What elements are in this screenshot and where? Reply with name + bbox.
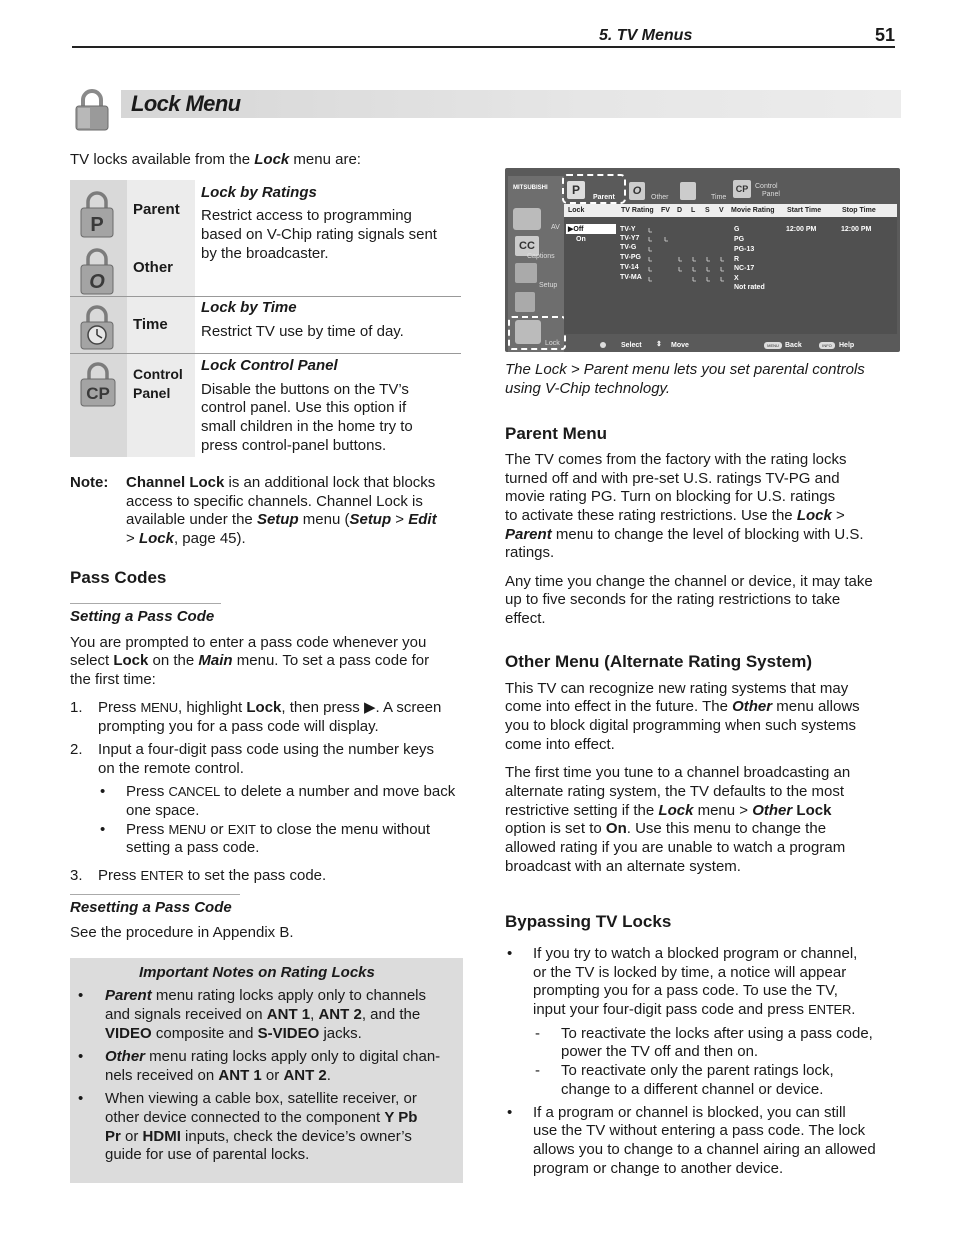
bullet-text: one space. bbox=[126, 802, 200, 819]
parent-menu-text: to activate these rating restrictions. Use the Lock > bbox=[505, 507, 845, 524]
tv-tab: Time bbox=[711, 194, 727, 201]
screenshot-caption: The Lock > Parent menu lets you set parental controls bbox=[505, 361, 865, 378]
bullet: • bbox=[507, 945, 513, 962]
tv-other-icon: O bbox=[629, 182, 645, 200]
tv-col-header: D bbox=[677, 207, 683, 214]
tv-menu-screenshot bbox=[505, 168, 900, 352]
lock-by-ratings-heading: Lock by Ratings bbox=[201, 184, 317, 201]
pass-code-text: the first time: bbox=[70, 671, 156, 688]
bullet: • bbox=[78, 1090, 84, 1107]
step-1-text: prompting you for a pass code will display. bbox=[98, 718, 379, 735]
select-key-icon bbox=[600, 342, 606, 348]
tv-movie-rating: PG bbox=[734, 236, 745, 243]
other-menu-text: option is set to On. Use this menu to change the bbox=[505, 820, 827, 837]
note-bullet-text: VIDEO composite and S-VIDEO jacks. bbox=[105, 1025, 362, 1042]
other-menu-text: This TV can recognize new rating systems that may bbox=[505, 680, 849, 697]
tv-col-header: Start Time bbox=[787, 207, 822, 214]
tv-rating: TV-Y bbox=[620, 226, 636, 233]
tv-rating: TV-PG bbox=[620, 254, 642, 261]
note-line: > Lock, page 45). bbox=[126, 530, 246, 547]
tv-brand: MITSUBISHI bbox=[513, 185, 548, 191]
bypassing-heading: Bypassing TV Locks bbox=[505, 912, 672, 931]
lock-by-ratings-line: by the broadcaster. bbox=[201, 245, 329, 262]
tv-tab: Control bbox=[755, 183, 778, 190]
parent-menu-text: turned off and with pre-set U.S. ratings TV-PG and bbox=[505, 470, 840, 487]
bypass-subtext: To reactivate only the parent ratings lock, bbox=[561, 1062, 834, 1079]
tv-side-item: Lock bbox=[545, 340, 560, 347]
table-divider bbox=[70, 296, 461, 297]
bullet: • bbox=[507, 1104, 513, 1121]
other-menu-text: broadcast with an alternate system. bbox=[505, 858, 741, 875]
pass-code-text: select Lock on the Main menu. To set a pass code for bbox=[70, 652, 430, 669]
note-label: Note: bbox=[70, 474, 109, 491]
page-number: 51 bbox=[875, 25, 896, 45]
subheading-rule bbox=[70, 894, 240, 895]
lock-by-time-text: Restrict TV use by time of day. bbox=[201, 323, 404, 340]
tv-movie-rating: NC-17 bbox=[734, 265, 755, 272]
tv-lock-option: ▶Off bbox=[568, 226, 584, 233]
tv-rating: TV-MA bbox=[620, 274, 642, 281]
pass-code-text: You are prompted to enter a pass code whenever you bbox=[70, 634, 427, 651]
note-bullet-text: Other menu rating locks apply only to digital chan- bbox=[105, 1048, 441, 1065]
bypass-text: or the TV is locked by time, a notice will appear bbox=[533, 964, 847, 981]
step-2-text: Input a four-digit pass code using the number keys bbox=[98, 741, 435, 758]
lock-control-panel-line: small children in the home try to bbox=[201, 418, 413, 435]
lock-by-time-heading: Lock by Time bbox=[201, 299, 297, 316]
tv-cp-icon: CP bbox=[733, 180, 751, 198]
note-bullet-text: Parent menu rating locks apply only to channels bbox=[105, 987, 427, 1004]
tv-side-item: Setup bbox=[539, 282, 558, 289]
move-key-icon: ⇕ bbox=[656, 341, 662, 348]
tv-movie-rating: Not rated bbox=[734, 284, 765, 291]
note-line: access to specific channels. Channel Lock is bbox=[126, 493, 423, 510]
parent-menu-text: up to five seconds for the rating restrictions to take bbox=[505, 591, 841, 608]
tv-side-item: Captions bbox=[527, 253, 555, 260]
bullet-text: Press MENU or EXIT to close the menu without bbox=[126, 821, 431, 838]
parent-menu-text: movie rating PG. Turn on blocking for U.S. ratings bbox=[505, 488, 836, 505]
resetting-pass-code-heading: Resetting a Pass Code bbox=[70, 899, 232, 916]
note-line: available under the Setup menu (Setup > Edit bbox=[126, 511, 437, 528]
note-bullet-text: Pr or HDMI inputs, check the device’s owner’s bbox=[105, 1128, 412, 1145]
step-3-text: Press ENTER to set the pass code. bbox=[98, 867, 327, 884]
bullet-text: Press CANCEL to delete a number and move back bbox=[126, 783, 456, 800]
note-bullet-text: guide for use of parental locks. bbox=[105, 1146, 310, 1163]
lock-by-ratings-line: Restrict access to programming bbox=[201, 207, 412, 224]
tv-col-header: Stop Time bbox=[842, 207, 876, 214]
tv-tab: Panel bbox=[762, 191, 780, 198]
tv-parent-icon: P bbox=[567, 181, 585, 199]
other-menu-text: come into effect in the future. The Other menu allows bbox=[505, 698, 860, 715]
note-bullet-text: and signals received on ANT 1, ANT 2, and the bbox=[105, 1006, 421, 1023]
bypass-subtext: change to a different channel or device. bbox=[561, 1081, 824, 1098]
resetting-text: See the procedure in Appendix B. bbox=[70, 924, 294, 941]
tv-col-header: V bbox=[719, 207, 724, 214]
tv-start-time: 12:00 PM bbox=[786, 226, 817, 233]
parent-menu-text: The TV comes from the factory with the rating locks bbox=[505, 451, 847, 468]
other-menu-text: The first time you tune to a channel broadcasting an bbox=[505, 764, 851, 781]
bullet: • bbox=[100, 783, 106, 800]
note-bullet-text: other device connected to the component Y Pb bbox=[105, 1109, 418, 1126]
running-header-section: 5. TV Menus bbox=[599, 27, 693, 44]
tv-footer: Move bbox=[671, 342, 689, 349]
tv-time-icon bbox=[680, 182, 696, 200]
control-panel-label-2: Panel bbox=[133, 385, 171, 401]
important-notes-heading: Important Notes on Rating Locks bbox=[139, 964, 375, 981]
parent-menu-text: effect. bbox=[505, 610, 546, 627]
step-2-text: on the remote control. bbox=[98, 760, 244, 777]
tv-lock-grid bbox=[645, 225, 735, 285]
setting-pass-code-heading: Setting a Pass Code bbox=[70, 608, 215, 625]
parent-menu-text: ratings. bbox=[505, 544, 555, 561]
note-line: Channel Lock is an additional lock that blocks bbox=[126, 474, 436, 491]
padlock-icon bbox=[74, 88, 110, 132]
bypass-text: program or change to another device. bbox=[533, 1160, 784, 1177]
tv-col-header: Movie Rating bbox=[731, 207, 775, 214]
control-panel-label-1: Control bbox=[133, 366, 183, 382]
tv-footer: Help bbox=[839, 342, 855, 349]
bullet: • bbox=[78, 987, 84, 1004]
tv-movie-rating: X bbox=[734, 275, 739, 282]
lock-control-panel-line: press control-panel buttons. bbox=[201, 437, 387, 454]
tv-lock-option: On bbox=[576, 236, 586, 243]
control-panel-lock-icon bbox=[80, 362, 116, 408]
lock-control-panel-heading: Lock Control Panel bbox=[201, 357, 338, 374]
lock-side-icon bbox=[515, 320, 541, 344]
info-key-icon: INFO bbox=[819, 342, 835, 349]
tv-movie-rating: R bbox=[734, 256, 740, 263]
tv-movie-rating: G bbox=[734, 226, 740, 233]
tv-rating: TV-Y7 bbox=[620, 235, 640, 242]
setup-icon bbox=[515, 263, 537, 283]
other-lock-icon bbox=[80, 248, 114, 296]
bullet: • bbox=[78, 1048, 84, 1065]
dash: - bbox=[535, 1025, 540, 1042]
screenshot-caption: using V-Chip technology. bbox=[505, 380, 671, 397]
parent-label: Parent bbox=[133, 201, 180, 218]
tv-footer: Back bbox=[785, 342, 802, 349]
time-label: Time bbox=[133, 316, 168, 333]
tv-col-header: S bbox=[705, 207, 710, 214]
bullet: • bbox=[100, 821, 106, 838]
setup-icon-2 bbox=[515, 292, 535, 312]
page-title: Lock Menu bbox=[131, 91, 241, 116]
dash: - bbox=[535, 1062, 540, 1079]
other-menu-text: come into effect. bbox=[505, 736, 615, 753]
bullet-text: setting a pass code. bbox=[126, 839, 260, 856]
note-bullet-text: nels received on ANT 1 or ANT 2. bbox=[105, 1067, 331, 1084]
menu-key-icon: MENU bbox=[764, 342, 782, 349]
lock-control-panel-line: Disable the buttons on the TV’s bbox=[201, 381, 409, 398]
tv-side-item: AV bbox=[551, 224, 560, 231]
step-number: 1. bbox=[70, 699, 83, 716]
bypass-subtext: power the TV off and then on. bbox=[561, 1043, 759, 1060]
other-menu-text: restrictive setting if the Lock menu > Other Lock bbox=[505, 802, 832, 819]
step-number: 3. bbox=[70, 867, 83, 884]
parent-menu-text: Parent menu to change the level of blocking with U.S. bbox=[505, 526, 864, 543]
parent-menu-heading: Parent Menu bbox=[505, 424, 608, 443]
tv-col-header: TV Rating bbox=[621, 207, 654, 214]
other-menu-text: allowed rating if you are unable to watch a program bbox=[505, 839, 846, 856]
tv-rating: TV-14 bbox=[620, 264, 639, 271]
step-number: 2. bbox=[70, 741, 83, 758]
tv-tab: Parent bbox=[593, 194, 615, 201]
lock-by-ratings-line: based on V-Chip rating signals sent bbox=[201, 226, 437, 243]
captions-icon: CC bbox=[515, 236, 539, 256]
tv-footer: Select bbox=[621, 342, 642, 349]
bypass-text: If a program or channel is blocked, you can still bbox=[533, 1104, 846, 1121]
other-menu-text: alternate rating system, the TV defaults to the most bbox=[505, 783, 845, 800]
step-1-text: Press MENU, highlight Lock, then press ▶. A screen bbox=[98, 699, 442, 716]
tv-tab: Other bbox=[651, 194, 669, 201]
subheading-rule bbox=[70, 603, 221, 604]
pass-codes-heading: Pass Codes bbox=[70, 568, 167, 587]
tv-stop-time: 12:00 PM bbox=[841, 226, 872, 233]
tv-rating: TV-G bbox=[620, 244, 637, 251]
bypass-text: prompting you for a pass code. To use the TV, bbox=[533, 982, 838, 999]
bypass-text: If you try to watch a blocked program or channel, bbox=[533, 945, 858, 962]
intro-text: TV locks available from the Lock menu are: bbox=[70, 151, 361, 168]
other-label: Other bbox=[133, 259, 174, 276]
header-rule bbox=[72, 46, 895, 48]
parent-lock-icon bbox=[80, 191, 114, 239]
note-bullet-text: When viewing a cable box, satellite receiver, or bbox=[105, 1090, 417, 1107]
tv-col-header: Lock bbox=[568, 207, 585, 214]
bypass-subtext: To reactivate the locks after using a pass code, bbox=[561, 1025, 873, 1042]
svg-text:CP: CP bbox=[86, 384, 110, 403]
parent-menu-text: Any time you change the channel or device, it may take bbox=[505, 573, 873, 590]
bypass-text: input your four-digit pass code and press ENTER. bbox=[533, 1001, 856, 1018]
table-divider bbox=[70, 353, 461, 354]
tv-movie-rating: PG-13 bbox=[734, 246, 755, 253]
tv-col-header: L bbox=[691, 207, 696, 214]
time-lock-icon bbox=[80, 305, 114, 351]
bypass-text: use the TV without entering a pass code. The lock bbox=[533, 1122, 866, 1139]
svg-text:P: P bbox=[90, 214, 104, 236]
svg-text:O: O bbox=[89, 271, 105, 293]
tv-col-header: FV bbox=[661, 207, 670, 214]
lock-control-panel-line: control panel. Use this option if bbox=[201, 399, 407, 416]
other-menu-heading: Other Menu (Alternate Rating System) bbox=[505, 652, 812, 671]
av-icon bbox=[513, 208, 541, 230]
bypass-text: allows you to change to a channel airing an allowed bbox=[533, 1141, 876, 1158]
other-menu-text: you to block digital programming when such systems bbox=[505, 717, 856, 734]
